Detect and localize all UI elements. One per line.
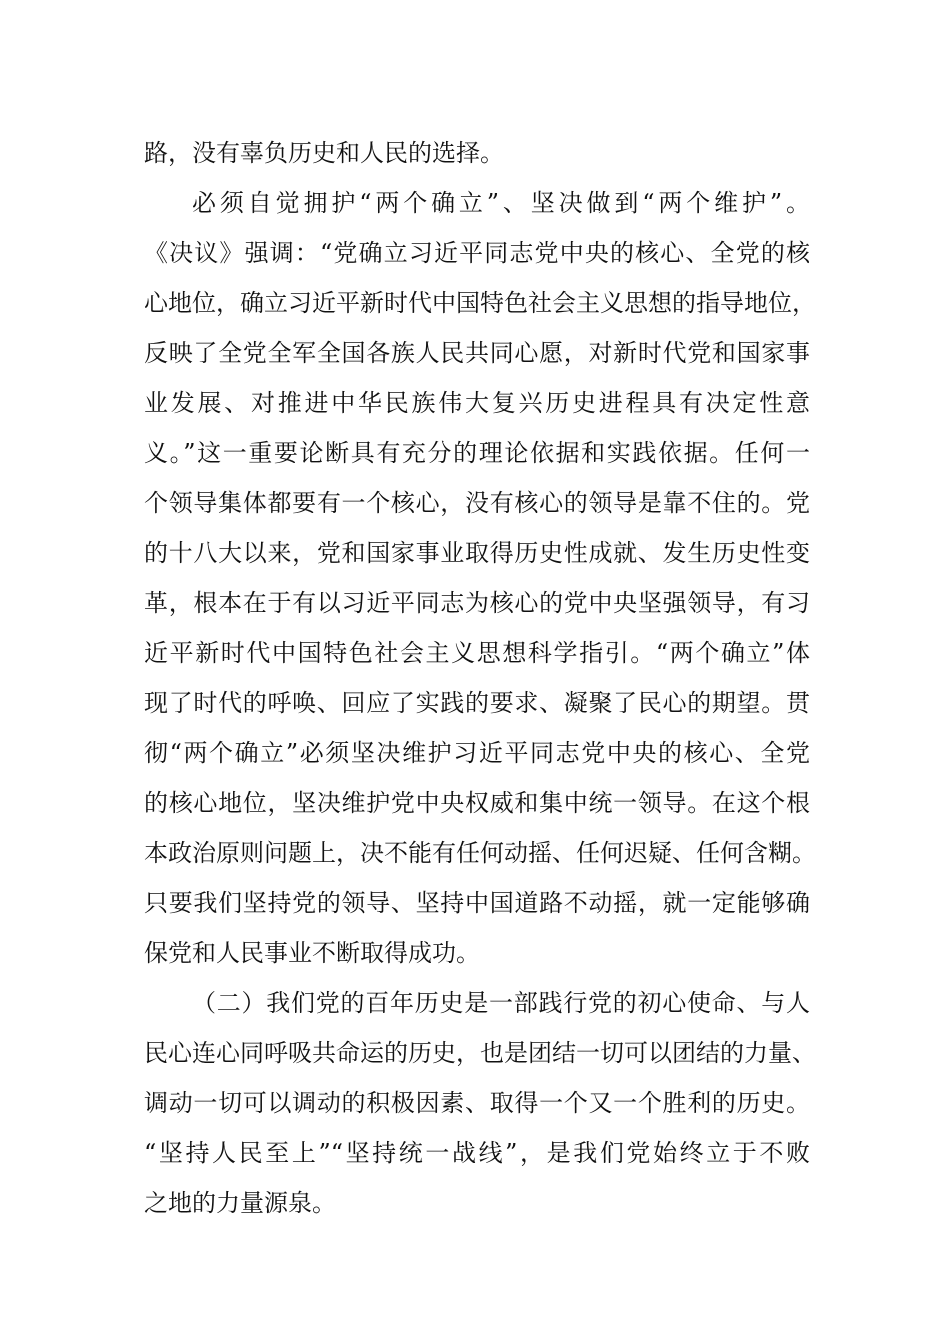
text-line: 保党和人民事业不断取得成功。: [144, 939, 480, 967]
text-line: 革，根本在于有以习近平同志为核心的党中央坚强领导，有习: [144, 589, 810, 617]
text-line: 本政治原则问题上，决不能有任何动摇、任何迟疑、任何含糊。: [144, 839, 816, 867]
text-line: 必须自觉拥护“两个确立”、坚决做到“两个维护”。: [192, 189, 810, 217]
text-line: 现了时代的呼唤、回应了实践的要求、凝聚了民心的期望。贯: [144, 689, 810, 717]
text-line: 调动一切可以调动的积极因素、取得一个又一个胜利的历史。: [144, 1089, 810, 1117]
text-line: 的十八大以来，党和国家事业取得历史性成就、发生历史性变: [144, 539, 810, 567]
text-line: 个领导集体都要有一个核心，没有核心的领导是靠不住的。党: [144, 489, 810, 517]
text-line: 心地位，确立习近平新时代中国特色社会主义思想的指导地位，: [144, 289, 816, 317]
text-line: 之地的力量源泉。: [144, 1189, 336, 1217]
text-line: 义。”这一重要论断具有充分的理论依据和实践依据。任何一: [144, 439, 810, 467]
text-line: 民心连心同呼吸共命运的历史，也是团结一切可以团结的力量、: [144, 1039, 816, 1067]
text-line: 业发展、对推进中华民族伟大复兴历史进程具有决定性意: [144, 389, 810, 417]
text-line: 彻“两个确立”必须坚决维护习近平同志党中央的核心、全党: [144, 739, 810, 767]
text-line: 的核心地位，坚决维护党中央权威和集中统一领导。在这个根: [144, 789, 810, 817]
text-line: “坚持人民至上”“坚持统一战线”，是我们党始终立于不败: [144, 1139, 810, 1167]
text-line: 路，没有辜负历史和人民的选择。: [144, 139, 504, 167]
text-line: 反映了全党全军全国各族人民共同心愿，对新时代党和国家事: [144, 339, 810, 367]
document-body: [144, 128, 816, 1228]
text-line: 只要我们坚持党的领导、坚持中国道路不动摇，就一定能够确: [144, 889, 810, 917]
text-line: 《决议》强调：“党确立习近平同志党中央的核心、全党的核: [144, 239, 810, 267]
text-line: （二）我们党的百年历史是一部践行党的初心使命、与人: [192, 989, 810, 1017]
text-line: 近平新时代中国特色社会主义思想科学指引。“两个确立”体: [144, 639, 810, 667]
